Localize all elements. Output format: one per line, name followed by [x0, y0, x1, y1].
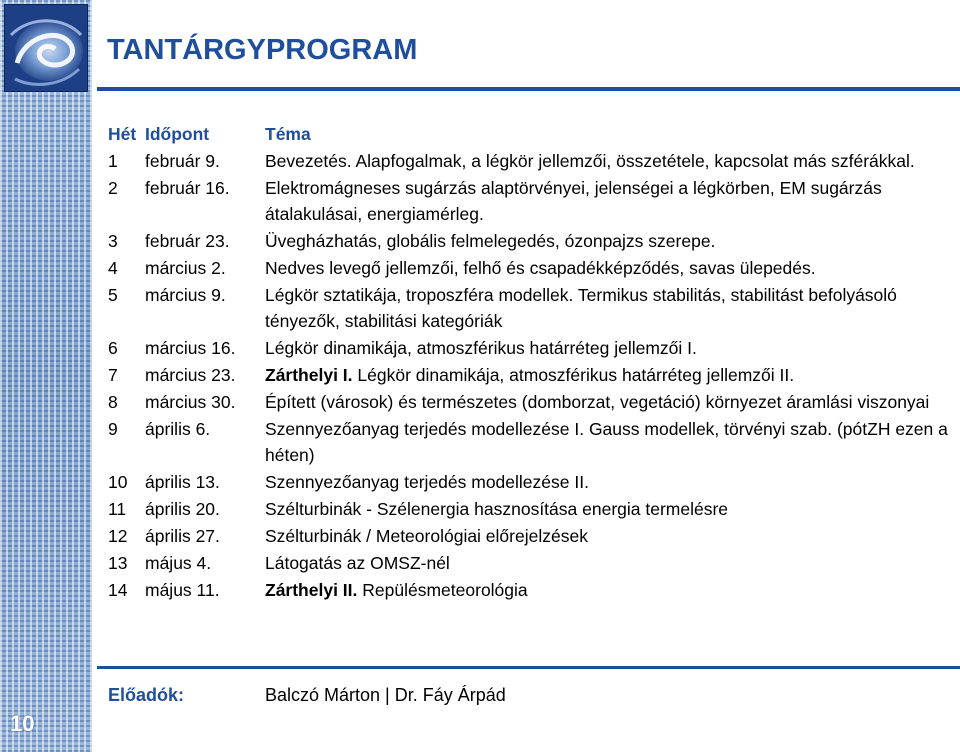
row-date: február 9.: [145, 151, 220, 171]
row-date: március 16.: [145, 338, 236, 358]
schedule-row: [108, 335, 948, 361]
row-date: február 23.: [145, 231, 230, 251]
title-divider: [97, 87, 960, 91]
row-topic: Szélturbinák / Meteorológiai előrejelzések: [265, 526, 588, 546]
schedule-table: [108, 121, 948, 603]
row-date: április 20.: [145, 499, 220, 519]
row-topic: Légkör dinamikája, atmoszférikus határréteg jellemzői II.: [357, 365, 795, 385]
row-week: 10: [108, 472, 128, 492]
header-week: Hét: [108, 124, 137, 144]
header-topic: Téma: [265, 124, 311, 144]
decorative-side-strip: [0, 0, 92, 752]
schedule-row: [108, 469, 948, 495]
row-topic-cell: [265, 362, 948, 388]
row-date: március 2.: [145, 258, 226, 278]
row-topic-cell: [265, 416, 948, 468]
row-week: 3: [108, 231, 118, 251]
row-week: 9: [108, 419, 118, 439]
row-date: március 9.: [145, 285, 226, 305]
row-date: március 30.: [145, 392, 236, 412]
schedule-row: [108, 416, 948, 468]
row-week: 7: [108, 365, 118, 385]
row-topic-cell: [265, 389, 948, 415]
row-topic-cell: [265, 175, 948, 227]
header-date: Időpont: [145, 124, 210, 144]
row-week: 14: [108, 580, 128, 600]
row-topic: Látogatás az OMSZ-nél: [265, 553, 450, 573]
row-topic-cell: [265, 148, 948, 174]
row-date: május 11.: [145, 580, 220, 600]
row-date: február 16.: [145, 178, 230, 198]
row-week: 4: [108, 258, 118, 278]
row-topic: Szélturbinák - Szélenergia hasznosítása energia termelésre: [265, 499, 729, 519]
schedule-header: [108, 121, 948, 147]
row-topic: Repülésmeteorológia: [362, 580, 528, 600]
schedule-row: [108, 577, 948, 603]
schedule-row: [108, 362, 948, 388]
row-week: 5: [108, 285, 118, 305]
lecturers-label: Előadók:: [108, 685, 185, 705]
schedule-row: [108, 389, 948, 415]
schedule-row: [108, 550, 948, 576]
schedule-row: [108, 255, 948, 281]
schedule-row: [108, 175, 948, 227]
row-topic: Szennyezőanyag terjedés modellezése I. Gauss modellek, törvényi szab. (pótZH ezen a héten): [265, 419, 948, 465]
row-date: május 4.: [145, 553, 212, 573]
row-week: 1: [108, 151, 118, 171]
slide-number: 10: [10, 711, 35, 736]
row-topic: Elektromágneses sugárzás alaptörvényei, jelenségei a légkörben, EM sugárzás átalakulásai, energiamérleg.: [265, 178, 882, 224]
row-date: április 13.: [145, 472, 220, 492]
page-title: TANTÁRGYPROGRAM: [107, 34, 418, 66]
row-topic: Épített (városok) és természetes (domborzat, vegetáció) környezet áramlási viszonyai: [265, 392, 930, 412]
row-week: 11: [108, 499, 127, 519]
row-date: április 6.: [145, 419, 211, 439]
row-topic: Üvegházhatás, globális felmelegedés, ózonpajzs szerepe.: [265, 231, 716, 251]
row-topic-cell: [265, 550, 948, 576]
row-week: 2: [108, 178, 118, 198]
row-week: 8: [108, 392, 118, 412]
row-topic-cell: [265, 496, 948, 522]
exam-label: Zárthelyi II.: [265, 580, 358, 600]
row-topic: Légkör sztatikája, troposzféra modellek. Termikus stabilitás, stabilitást befolyásoló tényezők, stabilitási kategóriák: [265, 285, 897, 331]
row-topic-cell: [265, 577, 948, 603]
footer-divider: [97, 666, 960, 669]
row-week: 13: [108, 553, 128, 573]
row-date: március 23.: [145, 365, 236, 385]
schedule-row: [108, 523, 948, 549]
row-week: 12: [108, 526, 128, 546]
row-topic-cell: [265, 282, 948, 334]
row-topic: Légkör dinamikája, atmoszférikus határréteg jellemzői I.: [265, 338, 697, 358]
row-topic-cell: [265, 255, 948, 281]
logo-icon: [4, 4, 88, 92]
row-topic: Szennyezőanyag terjedés modellezése II.: [265, 472, 589, 492]
schedule-row: [108, 228, 948, 254]
row-date: április 27.: [145, 526, 220, 546]
schedule-row: [108, 496, 948, 522]
exam-label: Zárthelyi I.: [265, 365, 353, 385]
row-topic-cell: [265, 228, 948, 254]
row-week: 6: [108, 338, 118, 358]
row-topic: Nedves levegő jellemzői, felhő és csapadékképződés, savas ülepedés.: [265, 258, 816, 278]
row-topic: Bevezetés. Alapfogalmak, a légkör jellemzői, összetétele, kapcsolat más szférákkal.: [265, 151, 915, 171]
schedule-row: [108, 282, 948, 334]
schedule-row: [108, 148, 948, 174]
row-topic-cell: [265, 335, 948, 361]
row-topic-cell: [265, 523, 948, 549]
row-topic-cell: [265, 469, 948, 495]
lecturers-names: Balczó Márton | Dr. Fáy Árpád: [265, 685, 506, 705]
